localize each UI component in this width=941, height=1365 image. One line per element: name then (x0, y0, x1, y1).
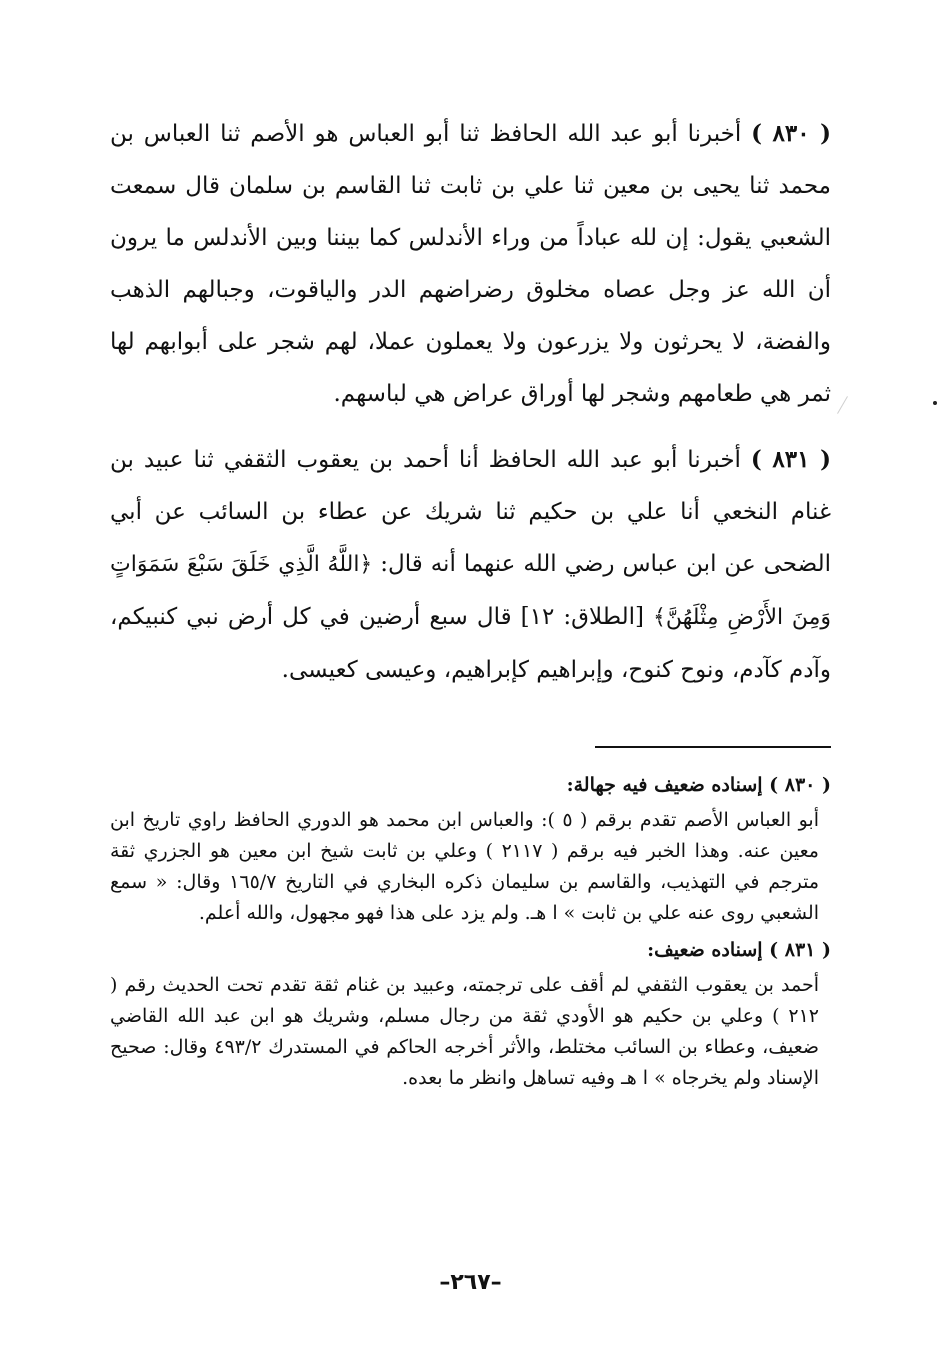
hadith-831-text-before: أخبرنا أبو عبد الله الحافظ أنا أحمد بن يعقوب الثقفي ثنا عبيد بن غنام النخعي أنا علي بن حكيم ثنا شريك عن عطاء بن السائب عن أبي الضحى عن ابن عباس رضي الله عنهما أنه قال: (110, 447, 831, 577)
hadith-830-number: ( ٨٣٠ ) (751, 120, 831, 147)
footnote-831-body: أحمد بن يعقوب الثقفي لم أقف على ترجمته، وعبيد بن غنام ثقة تقدم تحت الحديث رقم ( ٢١٢ ) وعلي بن حكيم هو الأودي ثقة من رجال مسلم، وشريك هو ابن عبد الله القاضي ضعيف، وعطاء بن السائب مختلط، والأثر أخرجه الحاكم في المستدرك ٤٩٣/٢ وقال: صحيح الإسناد ولم يخرجاه » ا هـ وفيه تساهل وانظر ما بعده. (110, 974, 819, 1089)
scan-artifact (837, 396, 848, 414)
hadith-830 (110, 108, 831, 420)
hadith-831 (110, 434, 831, 696)
hadith-831-number: ( ٨٣١ ) (750, 446, 832, 473)
hadith-830-text: أخبرنا أبو عبد الله الحافظ ثنا أبو العباس هو الأصم ثنا العباس بن محمد ثنا يحيى بن معين ثنا علي بن ثابت ثنا القاسم بن سلمان قال سمعت الشعبي يقول: إن لله عباداً من وراء الأندلس كما بيننا وبين الأندلس ما يرون أن الله عز وجل عصاه مخلوق رضراضهم الدر والياقوت، وجبالهم الذهب والفضة، لا يحرثون ولا يزرعون ولا يعملون عملا، لهم شجر على أبوابهم لها ثمر هي طعامهم وشجر لها أوراق عراض هي لباسهم. (110, 121, 831, 407)
hadith-831-text-after: [الطلاق: ١٢] قال سبع أرضين في كل أرض نبي كنبيكم، وآدم كآدم، ونوح كنوح، وإبراهيم كإبراهيم، وعيسى كعيسى. (110, 604, 831, 683)
page-number: –٢٦٧– (439, 1270, 502, 1295)
footnote-831-heading: ( ٨٣١ ) إسناده ضعيف: (647, 939, 831, 961)
main-text-block (110, 108, 831, 710)
footnote-830-body: أبو العباس الأصم تقدم برقم ( ٥ ): والعباس ابن محمد هو الدوري الحافظ راوي تاريخ ابن معين عنه. وهذا الخبر فيه برقم ( ٢١١٧ ) وعلي بن ثابت شيخ ابن معين هو الجزري ثقة مترجم في التهذيب، والقاسم بن سليمان ذكره البخاري في التاريخ ١٦٥/٧ وقال: « سمع الشعبي روى عنه علي بن ثابت » ا هـ. ولم يزد على هذا فهو مجهول، والله أعلم. (110, 809, 820, 924)
footnotes (110, 770, 831, 1100)
footnote-separator (595, 746, 831, 748)
margin-mark (933, 401, 937, 405)
footnote-830-heading: ( ٨٣٠ ) إسناده ضعيف فيه جهالة: (566, 774, 831, 796)
quran-verse: ﴿اللَّهُ الَّذِي خَلَقَ سَبْعَ سَمَوَاتٍ وَمِنَ الأَرْضِ مِثْلَهُنَّ﴾ (110, 552, 832, 630)
